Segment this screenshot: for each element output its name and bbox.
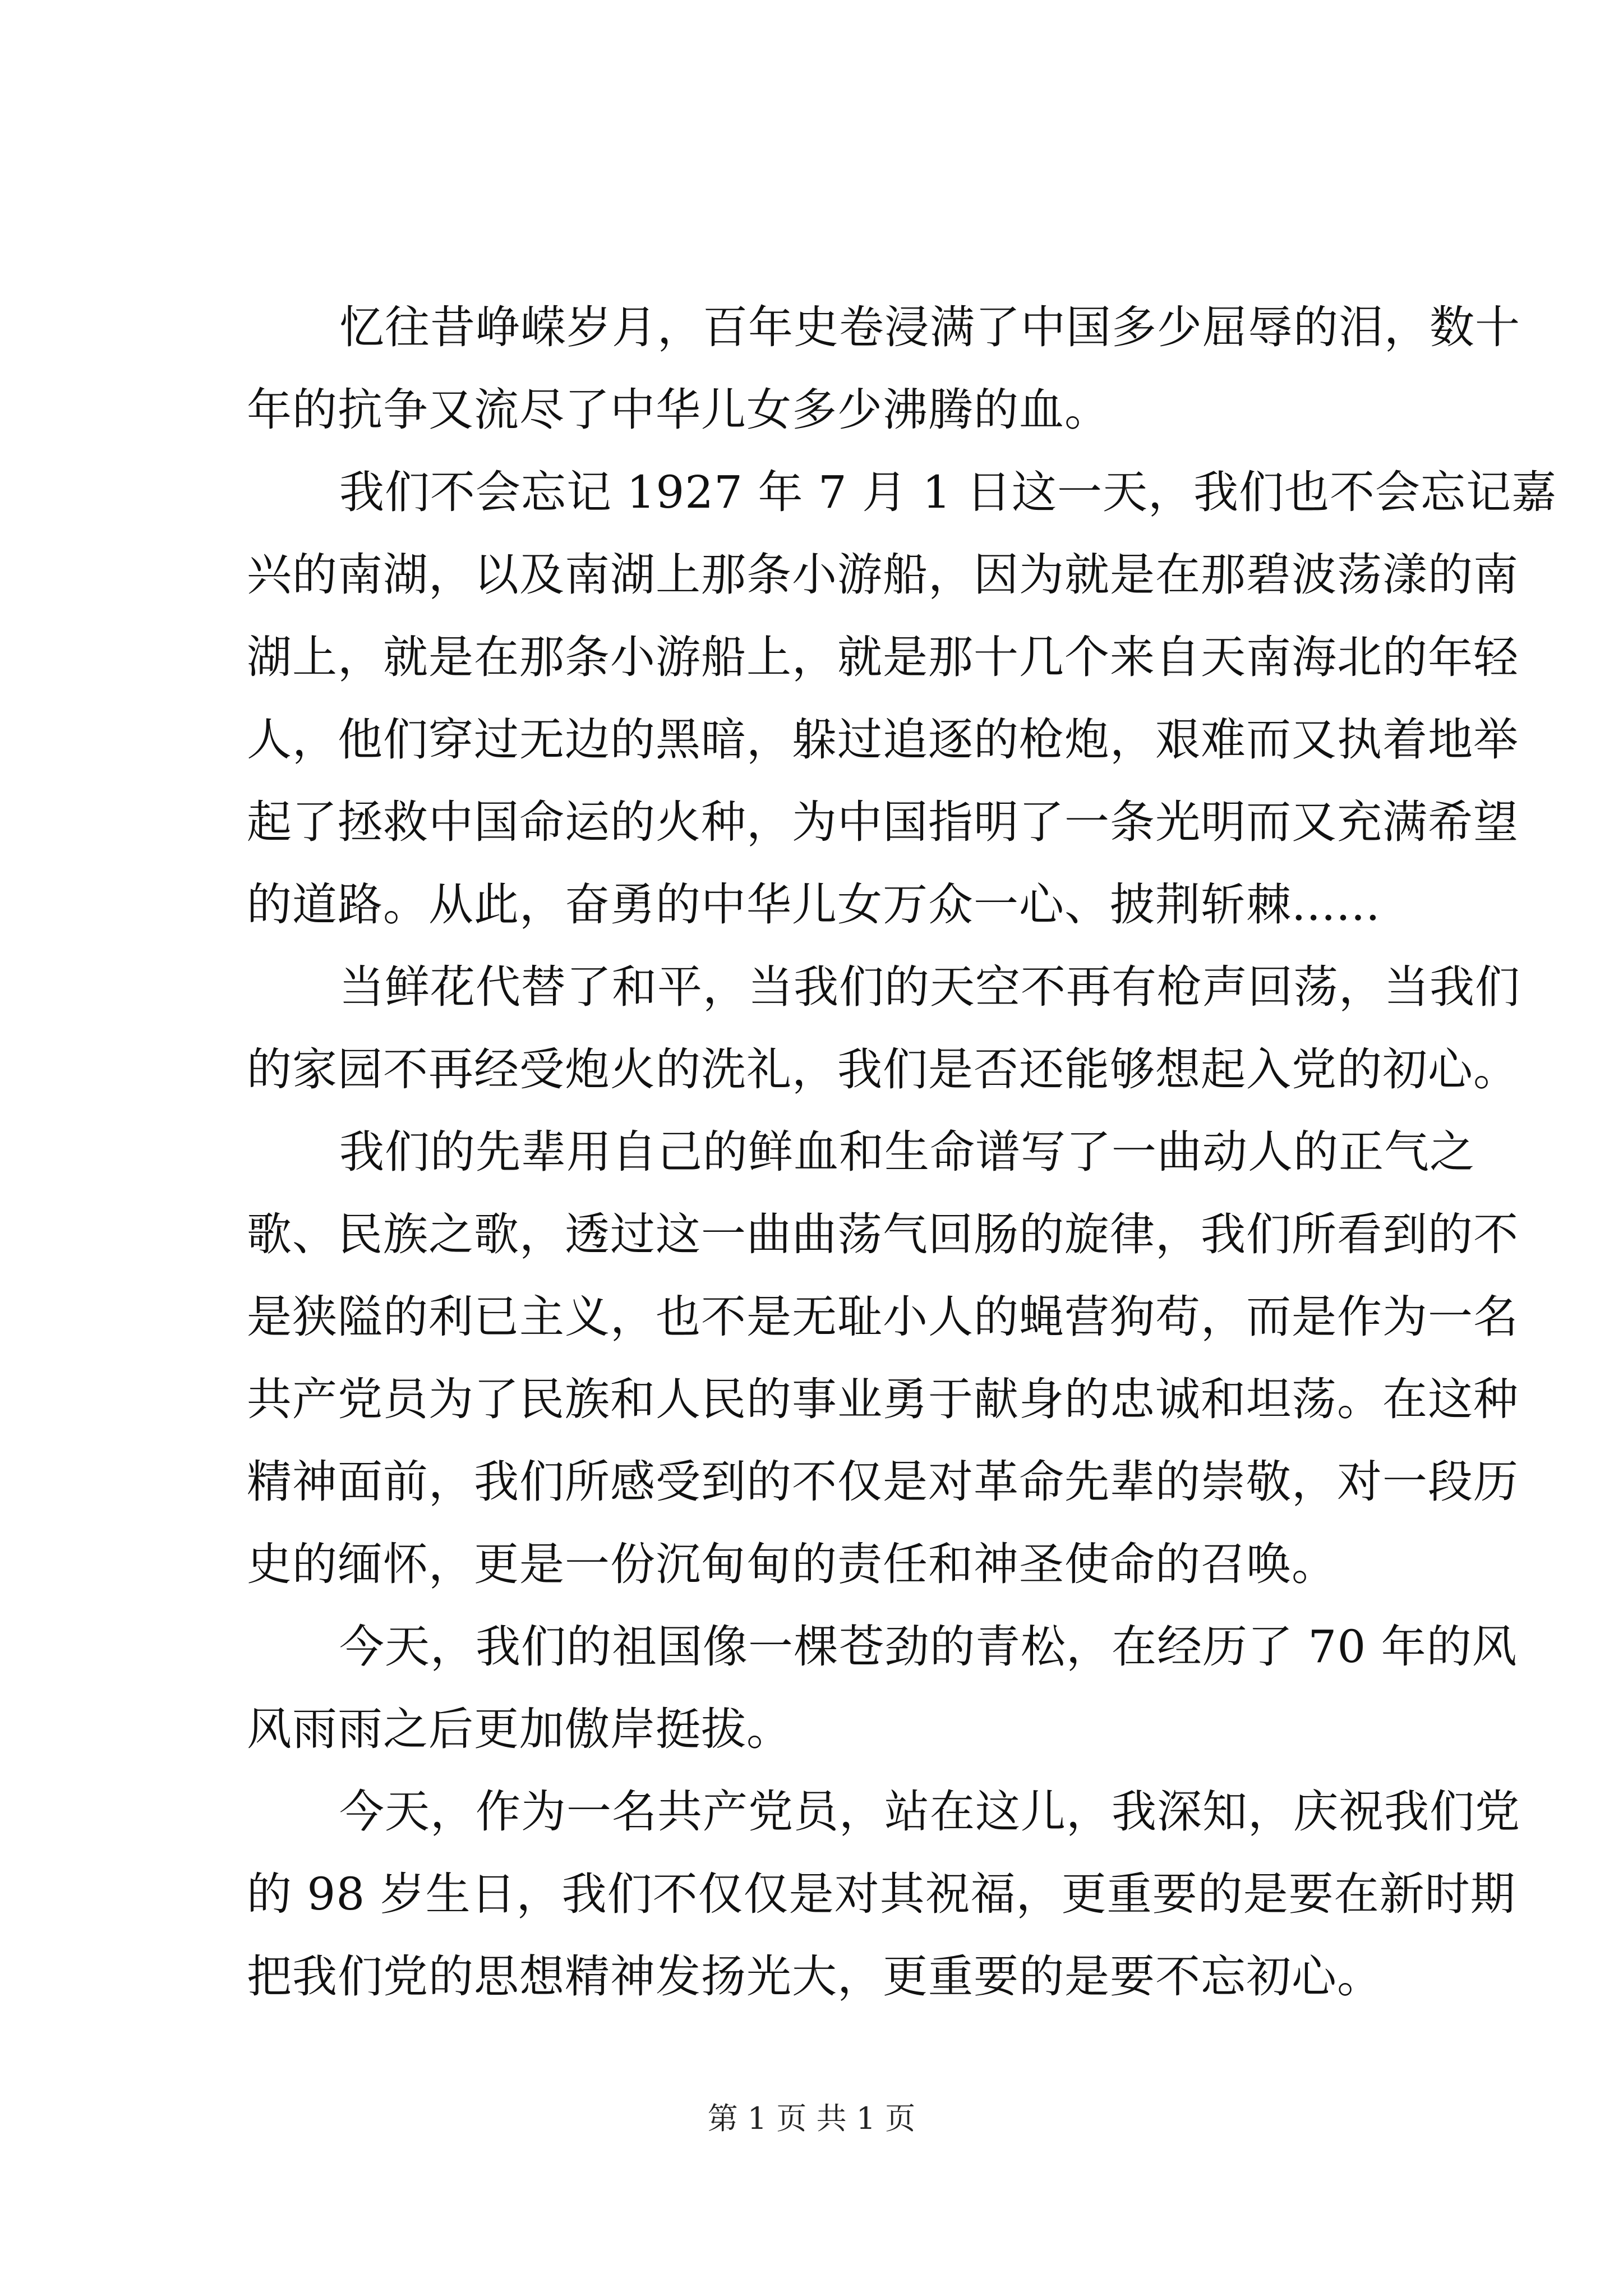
paragraph [247, 286, 1520, 451]
paragraph [247, 1111, 1519, 1605]
text-line: 湖上，就是在那条小游船上，就是那十几个来自天南海北的年轻 [247, 631, 1519, 683]
text-line: 的 98 岁生日，我们不仅仅是对其祝福，更重要的是要在新时期 [247, 1868, 1516, 1920]
paragraph [247, 1770, 1520, 2018]
text-line: 共产党员为了民族和人民的事业勇于献身的忠诚和坦荡。在这种 [247, 1373, 1519, 1425]
text-line: 兴的南湖，以及南湖上那条小游船，因为就是在那碧波荡漾的南 [247, 549, 1519, 601]
text-line: 歌、民族之歌，透过这一曲曲荡气回肠的旋律，我们所看到的不 [247, 1208, 1519, 1260]
text-line: 我们不会忘记 1927 年 7 月 1 日这一天，我们也不会忘记嘉 [339, 466, 1557, 518]
text-line: 今天，我们的祖国像一棵苍劲的青松，在经历了 70 年的风 [339, 1621, 1518, 1673]
text-line: 当鲜花代替了和平，当我们的天空不再有枪声回荡，当我们 [339, 961, 1520, 1013]
text-line: 年的抗争又流尽了中华儿女多少沸腾的血。 [247, 384, 1110, 436]
text-line: 起了拯救中国命运的火种，为中国指明了一条光明而又充满希望 [247, 796, 1519, 848]
text-line: 风雨雨之后更加傲岸挺拔。 [247, 1703, 792, 1755]
document-body [247, 286, 1557, 2018]
text-line: 人，他们穿过无边的黑暗，躲过追逐的枪炮，艰难而又执着地举 [247, 714, 1519, 766]
paragraph [247, 946, 1520, 1111]
text-line: 把我们党的思想精神发扬光大，更重要的是要不忘初心。 [247, 1950, 1382, 2003]
paragraph [247, 1605, 1518, 1770]
text-line: 是狭隘的利已主义，也不是无耻小人的蝇营狗苟，而是作为一名 [247, 1291, 1519, 1343]
paragraph [247, 451, 1557, 946]
page-number-footer: 第 1 页 共 1 页 [707, 2101, 916, 2136]
text-line: 忆往昔峥嵘岁月，百年史卷浸满了中国多少屈辱的泪，数十 [339, 301, 1520, 353]
text-line: 我们的先辈用自己的鲜血和生命谱写了一曲动人的正气之 [339, 1126, 1475, 1178]
text-line: 今天，作为一名共产党员，站在这儿，我深知，庆祝我们党 [339, 1786, 1520, 1838]
text-line: 精神面前，我们所感受到的不仅是对革命先辈的崇敬，对一段历 [247, 1456, 1519, 1508]
text-line: 史的缅怀，更是一份沉甸甸的责任和神圣使命的召唤。 [247, 1538, 1337, 1590]
text-line: 的家园不再经受炮火的洗礼，我们是否还能够想起入党的初心。 [247, 1043, 1519, 1096]
text-line: 的道路。从此，奋勇的中华儿女万众一心、披荆斩棘...... [247, 878, 1381, 931]
